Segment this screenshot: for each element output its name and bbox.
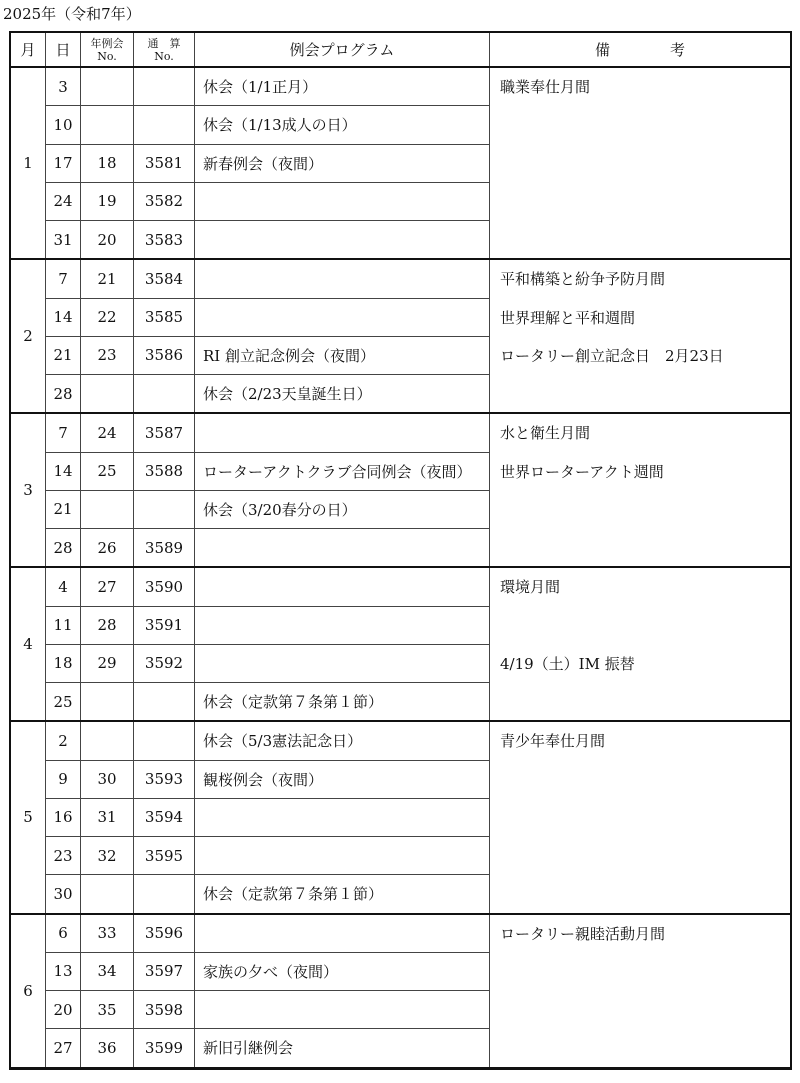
meeting-no-cell: 27 [81,567,134,606]
serial-no-cell [134,375,195,414]
meeting-no-cell: 18 [81,144,134,182]
meeting-no-cell [81,875,134,914]
remark-line: 平和構築と紛争予防月間 [500,270,666,289]
day-cell: 16 [46,798,81,836]
meeting-no-cell: 33 [81,914,134,953]
day-cell: 14 [46,298,81,336]
serial-no-cell: 3590 [134,567,195,606]
meeting-no-cell: 20 [81,221,134,260]
meeting-no-cell: 26 [81,529,134,568]
meeting-no-cell [81,106,134,144]
program-cell: 休会（2/23天皇誕生日） [195,375,490,414]
table-row [11,67,791,106]
month-cell: 6 [11,914,46,1068]
header-meeting-no-top: 年例会 [90,36,124,50]
day-cell: 18 [46,644,81,682]
meeting-no-cell [81,490,134,528]
meeting-no-cell: 30 [81,760,134,798]
serial-no-cell: 3593 [134,760,195,798]
day-cell: 31 [46,221,81,260]
header-program: 例会プログラム [195,33,490,68]
table-row [11,413,791,452]
remarks-cell [490,413,791,567]
meeting-no-cell: 35 [81,991,134,1029]
header-serial-no-bottom: No. [154,49,174,63]
header-row [11,33,791,68]
remarks-cell [490,67,791,259]
meeting-no-cell: 28 [81,606,134,644]
header-serial-no-top: 通 算 [147,36,181,50]
serial-no-cell: 3599 [134,1029,195,1068]
meeting-no-cell [81,375,134,414]
header-day: 日 [46,33,81,68]
day-cell: 27 [46,1029,81,1068]
serial-no-cell: 3594 [134,798,195,836]
serial-no-cell: 3598 [134,991,195,1029]
header-meeting-no [81,33,134,68]
program-cell [195,991,490,1029]
serial-no-cell: 3585 [134,298,195,336]
header-remarks: 備 考 [490,33,791,68]
program-cell: 観桜例会（夜間） [195,760,490,798]
program-cell: 休会（定款第７条第１節） [195,683,490,722]
table-row [11,914,791,953]
remarks-cell [490,567,791,721]
serial-no-cell: 3589 [134,529,195,568]
header-serial-no [134,33,195,68]
remarks-cell [490,914,791,1068]
remark-line: 世界ローターアクト週間 [500,462,664,481]
serial-no-cell: 3581 [134,144,195,182]
program-cell [195,182,490,220]
month-cell: 2 [11,259,46,413]
remarks-cell [490,721,791,913]
program-cell: 新旧引継例会 [195,1029,490,1068]
meeting-no-cell: 22 [81,298,134,336]
serial-no-cell: 3584 [134,259,195,298]
meeting-no-cell: 23 [81,336,134,374]
meeting-no-cell: 32 [81,837,134,875]
serial-no-cell [134,683,195,722]
serial-no-cell: 3587 [134,413,195,452]
day-cell: 23 [46,837,81,875]
table-row [11,259,791,298]
remark-line: 世界理解と平和週間 [500,308,636,327]
month-cell: 3 [11,413,46,567]
program-cell [195,298,490,336]
program-cell [195,644,490,682]
remark-line: 職業奉仕月間 [500,78,591,96]
program-cell [195,567,490,606]
remark-line: ロータリー親睦活動月間 [500,924,666,943]
day-cell: 10 [46,106,81,144]
meeting-no-cell: 31 [81,798,134,836]
serial-no-cell [134,721,195,760]
remark-line: 水と衛生月間 [500,424,591,443]
meeting-no-cell: 34 [81,952,134,990]
day-cell: 30 [46,875,81,914]
program-cell: ローターアクトクラブ合同例会（夜間） [195,452,490,490]
remark-line [490,607,790,645]
day-cell: 28 [46,375,81,414]
meeting-no-cell: 24 [81,413,134,452]
meeting-no-cell: 29 [81,644,134,682]
program-cell [195,529,490,568]
page-title: 2025年（令和7年） [3,5,141,23]
meeting-no-cell: 21 [81,259,134,298]
program-cell: 休会（1/13成人の日） [195,106,490,144]
day-cell: 14 [46,452,81,490]
meeting-no-cell: 36 [81,1029,134,1068]
table-row [11,567,791,606]
meeting-no-cell: 25 [81,452,134,490]
meeting-no-cell [81,683,134,722]
meeting-no-cell [81,67,134,106]
table-row [11,721,791,760]
serial-no-cell [134,490,195,528]
day-cell: 3 [46,67,81,106]
program-cell: 家族の夕べ（夜間） [195,952,490,990]
remark-line: 青少年奉仕月間 [500,732,606,751]
serial-no-cell: 3582 [134,182,195,220]
day-cell: 9 [46,760,81,798]
day-cell: 7 [46,259,81,298]
serial-no-cell [134,106,195,144]
serial-no-cell: 3586 [134,336,195,374]
program-cell [195,837,490,875]
day-cell: 2 [46,721,81,760]
serial-no-cell: 3596 [134,914,195,953]
program-cell [195,413,490,452]
day-cell: 17 [46,144,81,182]
schedule-body [11,67,791,1068]
program-cell [195,798,490,836]
serial-no-cell: 3592 [134,644,195,682]
program-cell [195,606,490,644]
serial-no-cell: 3588 [134,452,195,490]
program-cell: 休会（1/1正月） [195,67,490,106]
month-cell: 1 [11,67,46,259]
day-cell: 25 [46,683,81,722]
month-cell: 5 [11,721,46,913]
program-cell: 休会（定款第７条第１節） [195,875,490,914]
day-cell: 13 [46,952,81,990]
day-cell: 24 [46,182,81,220]
day-cell: 21 [46,490,81,528]
day-cell: 4 [46,567,81,606]
remark-line: ロータリー創立記念日 2月23日 [500,346,724,365]
program-cell [195,914,490,953]
meeting-no-cell [81,721,134,760]
program-cell [195,259,490,298]
month-cell: 4 [11,567,46,721]
serial-no-cell: 3595 [134,837,195,875]
header-month: 月 [11,33,46,68]
program-cell: RI 創立記念例会（夜間） [195,336,490,374]
day-cell: 6 [46,914,81,953]
program-cell: 休会（3/20春分の日） [195,490,490,528]
day-cell: 20 [46,991,81,1029]
day-cell: 7 [46,413,81,452]
meeting-no-cell: 19 [81,182,134,220]
serial-no-cell [134,67,195,106]
day-cell: 21 [46,336,81,374]
day-cell: 28 [46,529,81,568]
header-meeting-no-bottom: No. [97,49,117,63]
remark-line: 4/19（土）IM 振替 [500,654,635,673]
day-cell: 11 [46,606,81,644]
program-cell: 新春例会（夜間） [195,144,490,182]
meeting-schedule-table [10,32,791,1069]
serial-no-cell: 3583 [134,221,195,260]
serial-no-cell: 3591 [134,606,195,644]
remarks-cell [490,259,791,413]
serial-no-cell [134,875,195,914]
remark-line: 環境月間 [500,578,561,597]
program-cell [195,221,490,260]
serial-no-cell: 3597 [134,952,195,990]
program-cell: 休会（5/3憲法記念日） [195,721,490,760]
